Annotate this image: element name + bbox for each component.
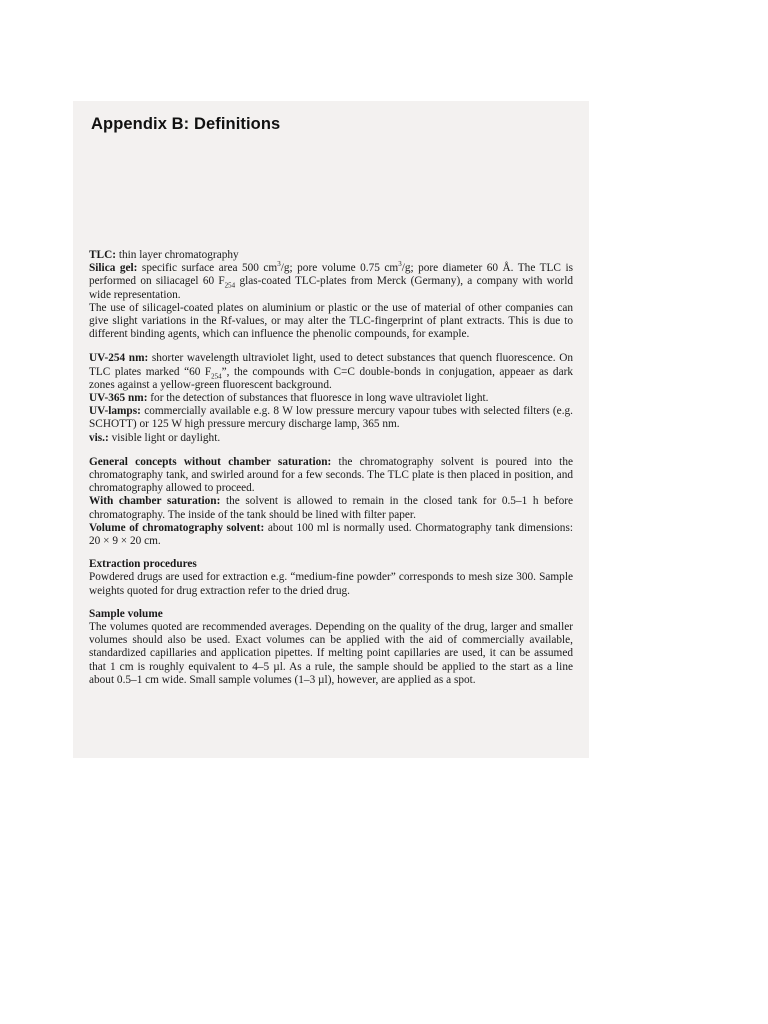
definition-with-saturation xyxy=(89,495,573,521)
definitions-body xyxy=(89,249,573,687)
term-label: vis.: xyxy=(89,431,109,444)
definition-text: for the detection of substances that fluoresce in long wave ultraviolet light. xyxy=(147,392,489,405)
definition-text: the chromatography solvent is poured into the chromatography tank, and swirled around for a few seconds. The TLC plate is then placed in position, and chromatography allowed to proceed. xyxy=(89,455,573,495)
definition-text: /g; pore volume 0.75 cm xyxy=(280,262,399,275)
page-title: Appendix B: Definitions xyxy=(91,115,281,133)
term-label: UV-365 nm: xyxy=(89,392,148,405)
superscript: 3 xyxy=(277,260,281,269)
term-label: UV-lamps: xyxy=(89,405,141,418)
definition-text: visible light or daylight. xyxy=(108,431,221,444)
definition-silica-gel xyxy=(89,262,573,302)
definition-text: thin layer chromatography xyxy=(116,249,239,261)
definition-vis xyxy=(89,432,573,445)
superscript: 3 xyxy=(398,260,402,269)
extraction-text: Powdered drugs are used for extraction e.g. “medium-fine powder” corresponds to mesh size 300. Sample weights quoted for drug extraction refer to the dried drug. xyxy=(89,571,573,597)
definition-uv365 xyxy=(89,392,573,405)
term-label: With chamber saturation: xyxy=(89,495,221,508)
definition-text: about 100 ml is normally used. Chormatography tank dimensions: 20 × 9 × 20 cm. xyxy=(89,521,573,548)
subscript: 254 xyxy=(224,281,236,290)
definition-text: glas-coated TLC-plates from Merck (Germany), a company with world wide representation. xyxy=(89,275,573,301)
definition-text: commercially available e.g. 8 W low pressure mercury vapour tubes with selected filters (e.g. SCHOTT) or 125 W high pressure mercury discharge lamp, 365 nm. xyxy=(89,405,573,431)
term-label: TLC: xyxy=(89,249,116,261)
definition-uv254 xyxy=(89,352,573,392)
definition-solvent-volume xyxy=(89,522,573,548)
silica-note: The use of silicagel-coated plates on aluminium or plastic or the use of material of other companies can give slight variations in the Rf-values, or may alter the TLC-fingerprint of plant extracts. This is due to different binding agents, which can influence the phenolic compounds, for example. xyxy=(89,301,573,341)
definition-text: /g; pore diameter 60 Å. The TLC is performed on siliacagel 60 F xyxy=(89,262,574,288)
section-heading-sample-volume: Sample volume xyxy=(89,607,163,620)
definition-tlc xyxy=(89,249,573,262)
definition-uv-lamps xyxy=(89,405,573,431)
term-label: Silica gel: xyxy=(89,262,138,275)
term-label: UV-254 nm: xyxy=(89,352,149,365)
section-heading-extraction: Extraction procedures xyxy=(89,558,197,571)
definition-text: ”, the compounds with C=C double-bonds in conjugation, appeaer as dark zones against a yellow-green fluorescent background. xyxy=(89,365,573,391)
definition-text: shorter wavelength ultraviolet light, used to detect substances that quench fluorescence. On TLC plates marked “60 F xyxy=(89,352,573,378)
term-label: Volume of chromatography solvent: xyxy=(89,521,265,534)
sample-volume-text: The volumes quoted are recommended averages. Depending on the quality of the drug, larger and smaller volumes should also be used. Exact volumes can be applied with the aid of commercially available, standardized capillaries and application pipettes. If melting point capillaries are used, it can be assumed that 1 cm is roughly equivalent to 4–5 µl. As a rule, the sample should be applied to the start as a line about 0.5–1 cm wide. Small sample volumes (1–3 µl), however, are applied as a spot. xyxy=(89,621,573,686)
definition-text: specific surface area 500 cm xyxy=(137,262,278,275)
subscript: 254 xyxy=(211,371,222,380)
definition-text: the solvent is allowed to remain in the closed tank for 0.5–1 h before chromatography. The inside of the tank should be lined with filter paper. xyxy=(89,495,574,521)
term-label: General concepts without chamber saturation: xyxy=(89,455,332,468)
definition-without-saturation xyxy=(89,456,573,496)
scanned-page xyxy=(73,101,589,758)
